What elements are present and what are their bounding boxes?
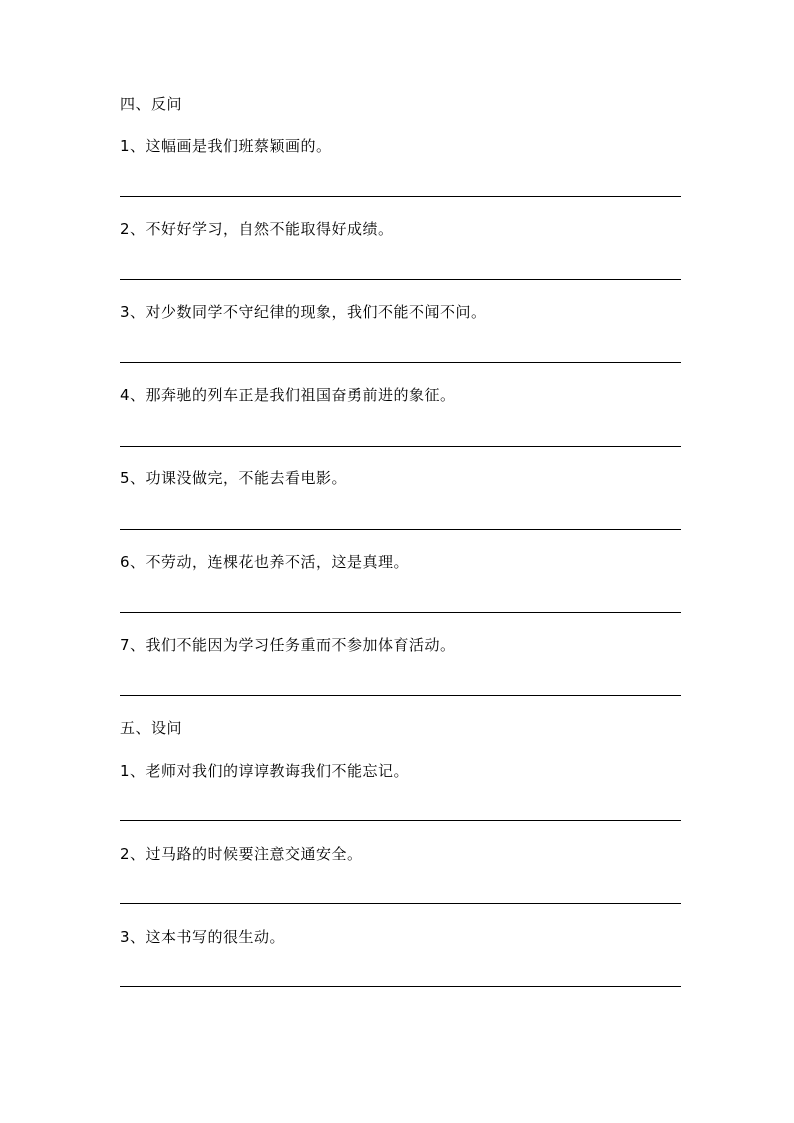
answer-line[interactable] bbox=[120, 820, 681, 821]
question-item: 1、这幅画是我们班蔡颖画的。 bbox=[120, 137, 332, 155]
question-item: 1、老师对我们的谆谆教诲我们不能忘记。 bbox=[120, 762, 410, 780]
question-item: 2、过马路的时候要注意交通安全。 bbox=[120, 845, 363, 863]
answer-line[interactable] bbox=[120, 986, 681, 987]
question-item: 3、对少数同学不守纪律的现象，我们不能不闻不问。 bbox=[120, 303, 487, 321]
answer-line[interactable] bbox=[120, 529, 681, 530]
answer-line[interactable] bbox=[120, 279, 681, 280]
question-item: 5、功课没做完，不能去看电影。 bbox=[120, 469, 348, 487]
answer-line[interactable] bbox=[120, 446, 681, 447]
question-item: 3、这本书写的很生动。 bbox=[120, 928, 286, 946]
section-heading-set-question: 五、设问 bbox=[120, 719, 183, 737]
question-item: 2、不好好学习，自然不能取得好成绩。 bbox=[120, 220, 394, 238]
section-heading-rhetorical-question: 四、反问 bbox=[120, 95, 183, 113]
answer-line[interactable] bbox=[120, 903, 681, 904]
answer-line[interactable] bbox=[120, 695, 681, 696]
answer-line[interactable] bbox=[120, 362, 681, 363]
answer-line[interactable] bbox=[120, 612, 681, 613]
question-item: 6、不劳动，连棵花也养不活，这是真理。 bbox=[120, 553, 410, 571]
answer-line[interactable] bbox=[120, 196, 681, 197]
question-item: 4、那奔驰的列车正是我们祖国奋勇前进的象征。 bbox=[120, 386, 456, 404]
question-item: 7、我们不能因为学习任务重而不参加体育活动。 bbox=[120, 636, 456, 654]
